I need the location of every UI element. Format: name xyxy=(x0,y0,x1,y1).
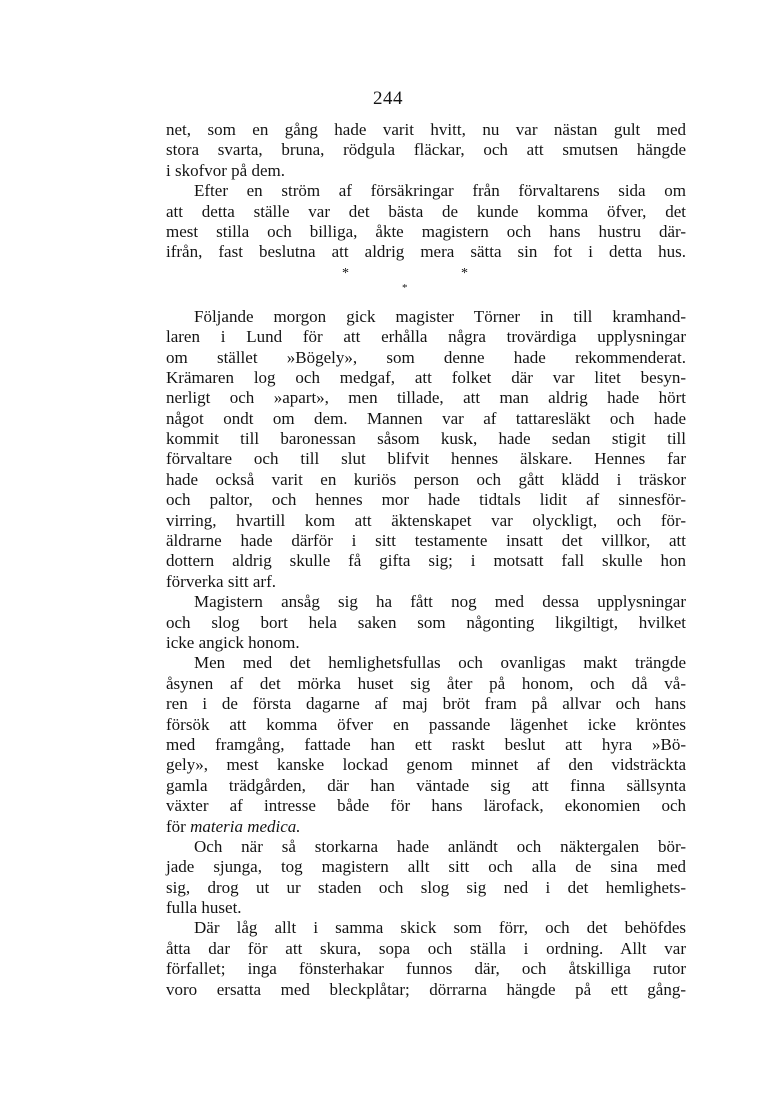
text-line: ren i de första dagarne af maj bröt fram på allvar och hans xyxy=(166,694,686,714)
text-line: mest stilla och billiga, åkte magistern och hans hustru där- xyxy=(166,221,686,241)
text-line: med framgång, fattade han ett raskt beslut att hyra »Bö- xyxy=(166,734,686,754)
text-line: nerligt och »apart», men tillade, att man aldrig hade hört xyxy=(166,388,686,408)
text-line: något ondt om dem. Mannen var af tattaresläkt och hade xyxy=(166,408,686,428)
body-text xyxy=(166,120,686,1000)
text-line: stora svarta, bruna, rödgula fläckar, och att smutsen hängde xyxy=(166,140,686,160)
text-line: åtta dar för att skura, sopa och ställa i ordning. Allt var xyxy=(166,938,686,958)
text-line: Där låg allt i samma skick som förr, och det behöfdes xyxy=(194,918,686,938)
text-line: åsynen af det mörka huset sig åter på honom, och då vå- xyxy=(166,673,686,693)
paragraph xyxy=(166,592,686,653)
italic-term: materia medica. xyxy=(190,816,301,836)
section-separator xyxy=(166,263,686,307)
text-line: förvaltare och till slut blifvit hennes älskare. Hennes far xyxy=(166,449,686,469)
text-line: icke angick honom. xyxy=(166,632,300,652)
text-line: gamla trädgården, där han väntade sig att finna sällsynta xyxy=(166,775,686,795)
text-line: voro ersatta med bleckplåtar; dörrarna hängde på ett gång- xyxy=(166,979,686,999)
text-line: försök att komma öfver en passande lägenhet icke kröntes xyxy=(166,714,686,734)
text-line: Men med det hemlighetsfullas och ovanligas makt trängde xyxy=(194,653,686,673)
paragraph xyxy=(166,307,686,592)
text-line: Och när så storkarna hade anländt och näktergalen bör- xyxy=(194,836,686,856)
text-line: och slog bort hela saken som någonting likgiltigt, hvilket xyxy=(166,612,686,632)
text-line: Magistern ansåg sig ha fått nog med dessa upplysningar xyxy=(194,592,686,612)
text-line: virring, hvartill kom att äktenskapet var olyckligt, och för- xyxy=(166,510,686,530)
text-line: i skofvor på dem. xyxy=(166,160,285,180)
text-line xyxy=(166,817,686,837)
text-line: fulla huset. xyxy=(166,898,242,918)
text-line: och paltor, och hennes mor hade tidtals lidit af sinnesför- xyxy=(166,490,686,510)
asterisk-mark: * xyxy=(342,265,349,281)
paragraph xyxy=(166,181,686,263)
text-line: jade sjunga, tog magistern allt sitt och alla de sina med xyxy=(166,857,686,877)
text-line: äldrarne hade därför i sitt testamente insatt det villkor, att xyxy=(166,531,686,551)
text-line: hade också varit en kuriös person och gått klädd i träskor xyxy=(166,469,686,489)
text-line: ifrån, fast beslutna att aldrig mera sätta sin fot i detta hus. xyxy=(166,242,686,262)
text-line: växter af intresse både för hans lärofack, ekonomien och xyxy=(166,796,686,816)
text-line: om stället »Bögely», som denne hade rekommenderat. xyxy=(166,347,686,367)
text-fragment: för xyxy=(166,816,191,836)
paragraph xyxy=(166,837,686,919)
text-line: Krämaren log och medgaf, att folket där var litet besyn- xyxy=(166,367,686,387)
text-line: dottern aldrig skulle få gifta sig; i motsatt fall skulle hon xyxy=(166,551,686,571)
asterisk-mark: * xyxy=(461,265,468,281)
paragraph xyxy=(166,918,686,1000)
asterisk-mark: * xyxy=(402,281,408,294)
text-line: laren i Lund för att erhålla några trovärdiga upplysningar xyxy=(166,327,686,347)
paragraph xyxy=(166,120,686,181)
text-line: Efter en ström af försäkringar från förvaltarens sida om xyxy=(194,181,686,201)
text-line: gely», mest kanske lockad genom minnet af den vidsträckta xyxy=(166,755,686,775)
text-line: Följande morgon gick magister Törner in till kramhand- xyxy=(194,306,686,326)
text-line: kommit till baronessan såsom kusk, hade sedan stigit till xyxy=(166,429,686,449)
paragraph xyxy=(166,653,686,837)
text-line: net, som en gång hade varit hvitt, nu var nästan gult med xyxy=(166,120,686,139)
text-line: förfallet; inga fönsterhakar funnos där, och åtskilliga rutor xyxy=(166,959,686,979)
text-line: sig, drog ut ur staden och slog sig ned i det hemlighets- xyxy=(166,877,686,897)
text-line: att detta ställe var det bästa de kunde komma öfver, det xyxy=(166,201,686,221)
text-line: förverka sitt arf. xyxy=(166,571,276,591)
page-number: 244 xyxy=(373,88,403,109)
